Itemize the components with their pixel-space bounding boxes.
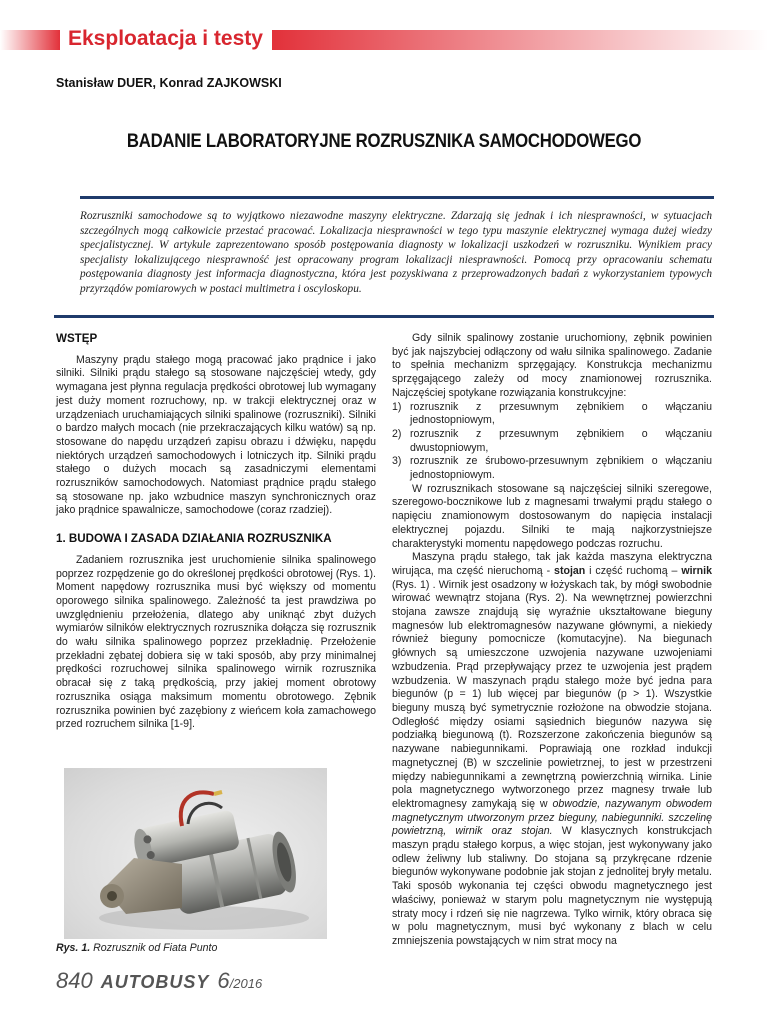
list-number: 2) [392, 427, 402, 440]
paragraph: W rozrusznikach stosowane są najczęściej silniki szeregowe, szeregowo-bocznikowe lub z magnesami trwałymi prądu stałego o napięciu znamionowym dostosowanym do napięcia instalacji elektrycznej pojazdu. Silniki te mają najkorzystniejsze charakterystyki momentu napędowego podczas rozruchu. [392, 482, 712, 550]
paragraph: Zadaniem rozrusznika jest uruchomienie silnika spalinowego poprzez rozpędzenie go do określonej prędkości obrotowej (Rys. 1). Moment napędowy rozrusznika musi być większy od momentu oporowego silnika spalinowego. Zależność ta jest prawdziwa po uwzględnieniu przełożenia, dlatego aby uniknąć zbyt dużych wymiarów silników elektrycznych rozrusznika dołącza się rozrusznik do wału silnika spalinowego poprzez przekładnię. Przełożenie przekładni zębatej dobiera się w taki sposób, aby przy minimalnej prędkości rozruchowej silnika spalinowego wirnik rozrusznika obracał się z taką prędkością, przy jakiej moment obrotowy rozrusznika osiąga maksimum momentu obrotowego. Zębnik rozrusznika powinien być zazębiony z wieńcem koła zamachowego przed rozruchem silnika [1-9]. [56, 553, 376, 731]
abstract-bottom-rule [54, 315, 714, 318]
list-item [392, 428, 712, 455]
paragraph: Gdy silnik spalinowy zostanie uruchomiony, zębnik powinien być jak najszybciej odłączony od wału silnika spalinowego. Zadanie to spełnia mechanizm sprzęgający. Konstrukcja mechanizmu sprzęgającego zależy od mocy znamionowej rozrusznika. Najczęściej spotykane rozwiązania konstrukcyjne: [392, 332, 712, 399]
list-item [392, 455, 712, 482]
figure-starter-photo [64, 768, 327, 939]
magazine-name: AUTOBUSY [100, 972, 210, 992]
text-run: i część ruchomą – [585, 564, 682, 577]
authors: Stanisław DUER, Konrad ZAJKOWSKI [56, 76, 282, 90]
abstract-top-rule [80, 196, 714, 199]
term-stojan: stojan [554, 564, 586, 577]
caption-label: Rys. 1. [56, 942, 91, 954]
text-run: W klasycznych konstrukcjach maszyn prądu stałego korpus, a więc stojan, jest wykonywany jako odlew żeliwny lub staliwny. Do stojana są przykręcane rdzenie biegunów wykonywane podobnie jak stojan z jednolitej bryły metalu. Taki sposób wykonania tej części obwodu magnetycznego jest właściwy, ponieważ w starym polu magnetycznym nie występują straty mocy i rdzeń się nie nagrzewa. Tylko wirnik, który obraca się w polu magnetycznym, musi być wykonany z blach w celu zmniejszenia powstających w nim strat mocy na [392, 825, 712, 947]
figure-caption [56, 942, 217, 954]
abstract: Rozruszniki samochodowe są to wyjątkowo niezawodne maszyny elektryczne. Zdarzają się jednak i ich niesprawności, w sytuacjach szczególnych mogą całkowicie przestać pracować. Lokalizacja niesprawności w tego typu maszynie elektrycznej wymaga dużej wiedzy specjalistycznej. W artykule zaprezentowano sposób postępowania diagnosty w lokalizacji uszkodzeń w rozruszniku. Wynikiem pracy specjalisty lokalizującego niesprawność jest opracowany program lokalizacji niesprawności. Pomocą przy opracowaniu schematu postępowania diagnosty jest informacja diagnostyczna, która jest pozyskiwana z przeprowadzonych badań z wykorzystaniem typowych przyrządów pomiarowych w postaci multimetra i oscyloskopu. [80, 210, 712, 295]
list-text: rozrusznik ze śrubowo-przesuwnym zębnikiem o włączaniu jednostopniowym. [410, 455, 712, 482]
list-text: rozrusznik z przesuwnym zębnikiem o włączaniu dwustopniowym, [410, 427, 712, 454]
article-title: BADANIE LABORATORYJNE ROZRUSZNIKA SAMOCHODOWEGO [126, 130, 642, 152]
header-band-right [272, 30, 768, 50]
section-tag: Eksploatacja i testy [68, 27, 263, 50]
issue-number: 6 [217, 968, 230, 993]
text-run: Maszyna prądu stałego, tak jak każda maszyna elektryczna wirująca, ma część nieruchomą - [392, 551, 712, 577]
caption-text: Rozrusznik od Fiata Punto [90, 942, 218, 954]
heading-section-1: 1. BUDOWA I ZASADA DZIAŁANIA ROZRUSZNIKA [56, 532, 332, 546]
issue-year: /2016 [229, 976, 263, 991]
right-column [392, 332, 712, 949]
left-column [56, 332, 376, 732]
page-footer [56, 968, 262, 994]
paragraph: Maszyny prądu stałego mogą pracować jako prądnice i jako silniki. Silniki prądu stałego są stosowane najczęściej wtedy, gdy wymagana jest płynna regulacja prędkości obrotowej lub wymagany jest duży moment rozruchowy, np. w trakcji elektrycznej oraz w urządzeniach uruchamiających silniki spalinowe (rozruszniki). Silniki o bardzo małych mocach (nie przekraczających kilku watów) są np. stosowane do napędu urządzeń zapisu obrazu i dźwięku, napędu niektórych urządzeń samochodowych i lotniczych itp. Silniki prądu stałego o dużych mocach są zasadniczymi elementami rozruszników samochodowych. Natomiast prądnice prądu stałego są stosowane np. jako wzbudnice maszyn synchronicznych oraz jako prądnice spawalnicze, samochodowe (coraz rzadziej). [56, 353, 376, 517]
construction-list [392, 401, 712, 483]
page-number: 840 [56, 968, 93, 993]
term-wirnik: wirnik [681, 564, 712, 577]
heading-intro: WSTĘP [56, 332, 98, 345]
list-item [392, 401, 712, 428]
list-number: 1) [392, 400, 402, 413]
starter-motor-illustration [64, 768, 327, 939]
list-text: rozrusznik z przesuwnym zębnikiem o włączaniu jednostopniowym, [410, 400, 712, 427]
text-run: (Rys. 1) . Wirnik jest osadzony w łożyskach tak, by mógł swobodnie wirować wewnątrz stojana (Rys. 2). Na wewnętrznej powierzchni stojana zawsze znajdują się wyraźnie ukształtowane bieguny magnesów lub elektromagnesów nazywane głównymi, a niekiedy również bieguny pomocnicze (komutacyjne). Na biegunach głównych są umieszczone uzwojenia nazywane uzwojeniami wzbudzenia. Prąd przepływający przez te uzwojenia jest prądem wzbudzenia. W maszynach prądu stałego może być jedna para biegunów (p = 1) lub więcej par biegunów (p > 1). Wszystkie bieguny muszą być symetrycznie rozłożone na obwodzie stojana. Odległość między osiami sąsiednich biegunów nazywa się podziałką biegunową (t). Rozszerzone zakończenia biegunów są nazywane nabiegunnikami. Poprawiają one rozkład indukcji magnetycznej (B) w szczelinie powietrznej, to jest w przestrzeni między nabiegunnikami a zewnętrzną powierzchnią wirnika. Linie pola magnetycznego wytworzonego przez magnesy trwałe lub elektromagnesy zamykają się w [392, 578, 712, 810]
italic-run: obwodzie, nazywanym obwodem magnetycznym utworzonym przez bieguny, nabiegunniki. szczelinę powietrzną, wirnik oraz stojan. [392, 797, 712, 838]
header-band-left [0, 30, 60, 50]
list-number: 3) [392, 455, 402, 468]
paragraph [392, 551, 712, 948]
